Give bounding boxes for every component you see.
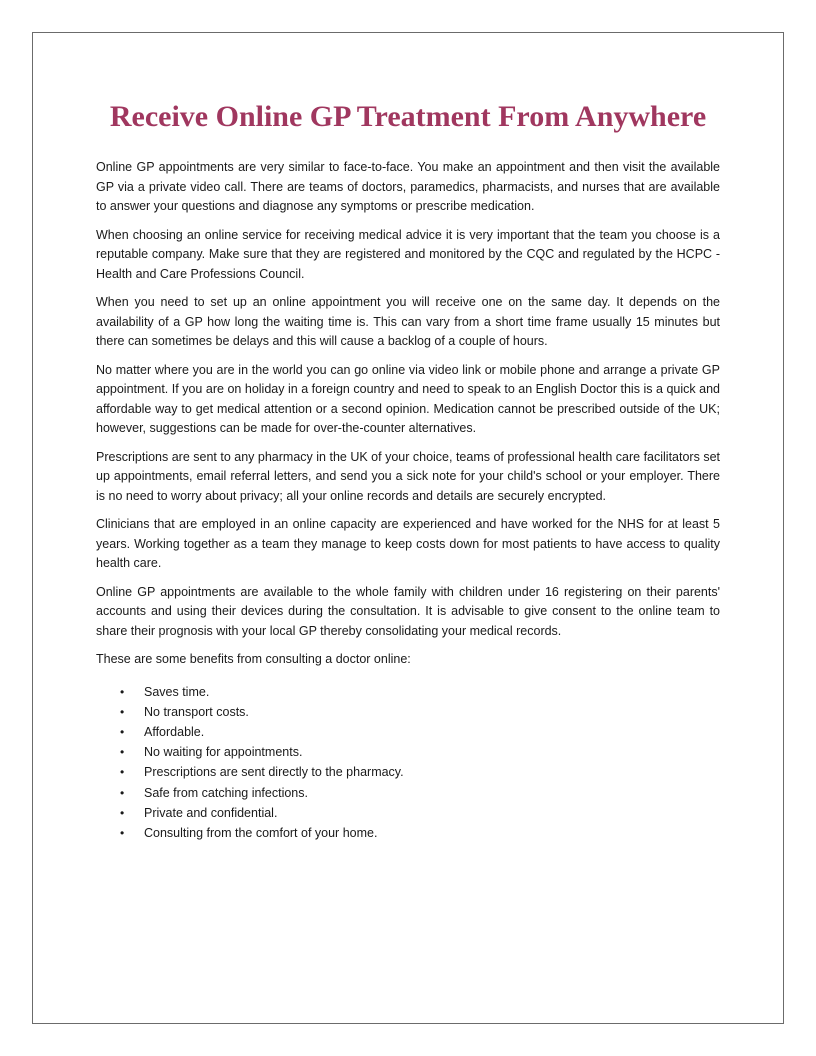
- list-item-text: No transport costs.: [144, 704, 249, 719]
- document-content: [96, 96, 720, 843]
- list-item: [120, 762, 720, 782]
- benefits-list: [96, 682, 720, 844]
- bullet-icon: •: [120, 684, 125, 699]
- paragraph-5: Prescriptions are sent to any pharmacy in the UK of your choice, teams of professional health care facilitators set up appointments, email referral letters, and send you a sick note for your child's school or your employer. There is no need to worry about privacy; all your online records and details are securely encrypted.: [96, 449, 720, 503]
- list-item: [120, 702, 720, 722]
- list-item: [120, 682, 720, 702]
- paragraph-2: When choosing an online service for receiving medical advice it is very important that the team you choose is a reputable company. Make sure that they are registered and monitored by the CQC and regulated by the HCPC - Health and Care Professions Council.: [96, 227, 720, 281]
- paragraph-4: No matter where you are in the world you can go online via video link or mobile phone and arrange a private GP appointment. If you are on holiday in a foreign country and need to speak to an English Doctor this is a quick and affordable way to get medical attention or a second opinion. Medication cannot be prescribed outside of the UK; however, suggestions can be made for over-the-counter alternatives.: [96, 362, 720, 435]
- bullet-icon: •: [120, 704, 125, 719]
- bullet-icon: •: [120, 765, 125, 780]
- document-title: Receive Online GP Treatment From Anywhere: [109, 100, 707, 133]
- list-item-text: Affordable.: [144, 724, 205, 739]
- list-item-text: No waiting for appointments.: [144, 745, 303, 760]
- list-item-text: Prescriptions are sent directly to the pharmacy.: [144, 765, 404, 780]
- paragraph-7: Online GP appointments are available to the whole family with children under 16 registering on their parents' accounts and using their devices during the consultation. It is advisable to give consent to the online team to share their prognosis with your local GP thereby consolidating your medical records.: [96, 584, 720, 638]
- bullet-icon: •: [120, 785, 125, 800]
- bullet-icon: •: [120, 825, 125, 840]
- list-item: [120, 783, 720, 803]
- body-paragraphs: [96, 158, 720, 641]
- paragraph-1: Online GP appointments are very similar to face-to-face. You make an appointment and then visit the available GP via a private video call. There are teams of doctors, paramedics, pharmacists, and nurses that are available to answer your questions and diagnose any symptoms or prescribe medication.: [96, 160, 720, 213]
- list-item-text: Private and confidential.: [144, 805, 278, 820]
- bullet-icon: •: [120, 805, 125, 820]
- list-item: [120, 823, 720, 843]
- paragraph-6: Clinicians that are employed in an online capacity are experienced and have worked for the NHS for at least 5 years. Working together as a team they manage to keep costs down for most patients to have access to quality health care.: [96, 517, 720, 570]
- list-item: [120, 803, 720, 823]
- list-item: [120, 722, 720, 742]
- list-item-text: Consulting from the comfort of your home.: [144, 825, 378, 840]
- benefits-intro: These are some benefits from consulting a doctor online:: [96, 652, 411, 666]
- bullet-icon: •: [120, 724, 125, 739]
- list-item-text: Safe from catching infections.: [144, 785, 308, 800]
- list-item: [120, 742, 720, 762]
- bullet-icon: •: [120, 745, 125, 760]
- list-item-text: Saves time.: [144, 684, 210, 699]
- paragraph-3: When you need to set up an online appointment you will receive one on the same day. It depends on the availability of a GP how long the waiting time is. This can vary from a short time frame usually 15 minutes but there can sometimes be delays and this will cause a backlog of a couple of hours.: [96, 295, 720, 348]
